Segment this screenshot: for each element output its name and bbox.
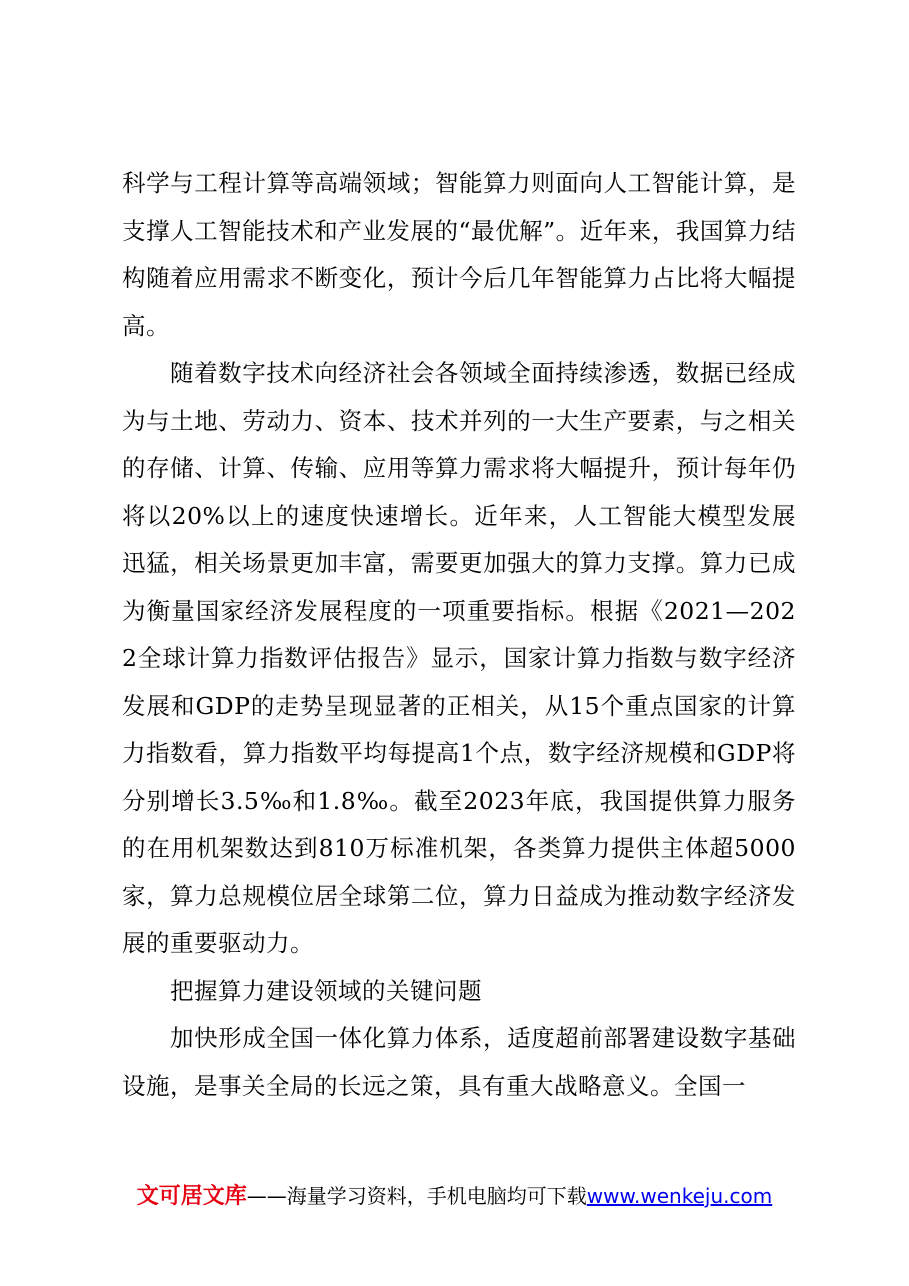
section-heading: 把握算力建设领域的关键问题 — [170, 976, 482, 1005]
document-body — [122, 160, 796, 1110]
paragraph-1: 科学与工程计算等高端领域；智能算力则面向人工智能计算，是支撑人工智能技术和产业发展的“最优解”。近年来，我国算力结构随着应用需求不断变化，预计今后几年智能算力占比将大幅提高。 — [122, 169, 796, 340]
footer-site-link[interactable]: www.wenkeju.com — [586, 1184, 773, 1208]
paragraph-2: 随着数字技术向经济社会各领域全面持续渗透，数据已经成为与土地、劳动力、资本、技术并列的一大生产要素，与之相关的存储、计算、传输、应用等算力需求将大幅提升，预计每年仍将以20%以上的速度快速增长。近年来，人工智能大模型发展迅猛，相关场景更加丰富，需要更加强大的算力支撑。算力已成为衡量国家经济发展程度的一项重要指标。根据《2021—2022全球计算力指数评估报告》显示，国家计算力指数与数字经济发展和GDP的走势呈现显著的正相关，从15个重点国家的计算力指数看，算力指数平均每提高1个点，数字经济规模和GDP将分别增长3.5‰和1.8‰。截至2023年底，我国提供算力服务的在用机架数达到810万标准机架，各类算力提供主体超5000家，算力总规模位居全球第二位，算力日益成为推动数字经济发展的重要驱动力。 — [122, 359, 796, 957]
footer-tagline: ——海量学习资料，手机电脑均可下载 — [246, 1184, 587, 1208]
footer-brand: 文可居文库 — [136, 1184, 247, 1209]
paragraph-3: 加快形成全国一体化算力体系，适度超前部署建设数字基础设施，是事关全局的长远之策，具有重大战略意义。全国一 — [122, 1024, 796, 1100]
footer-banner — [0, 1180, 909, 1213]
